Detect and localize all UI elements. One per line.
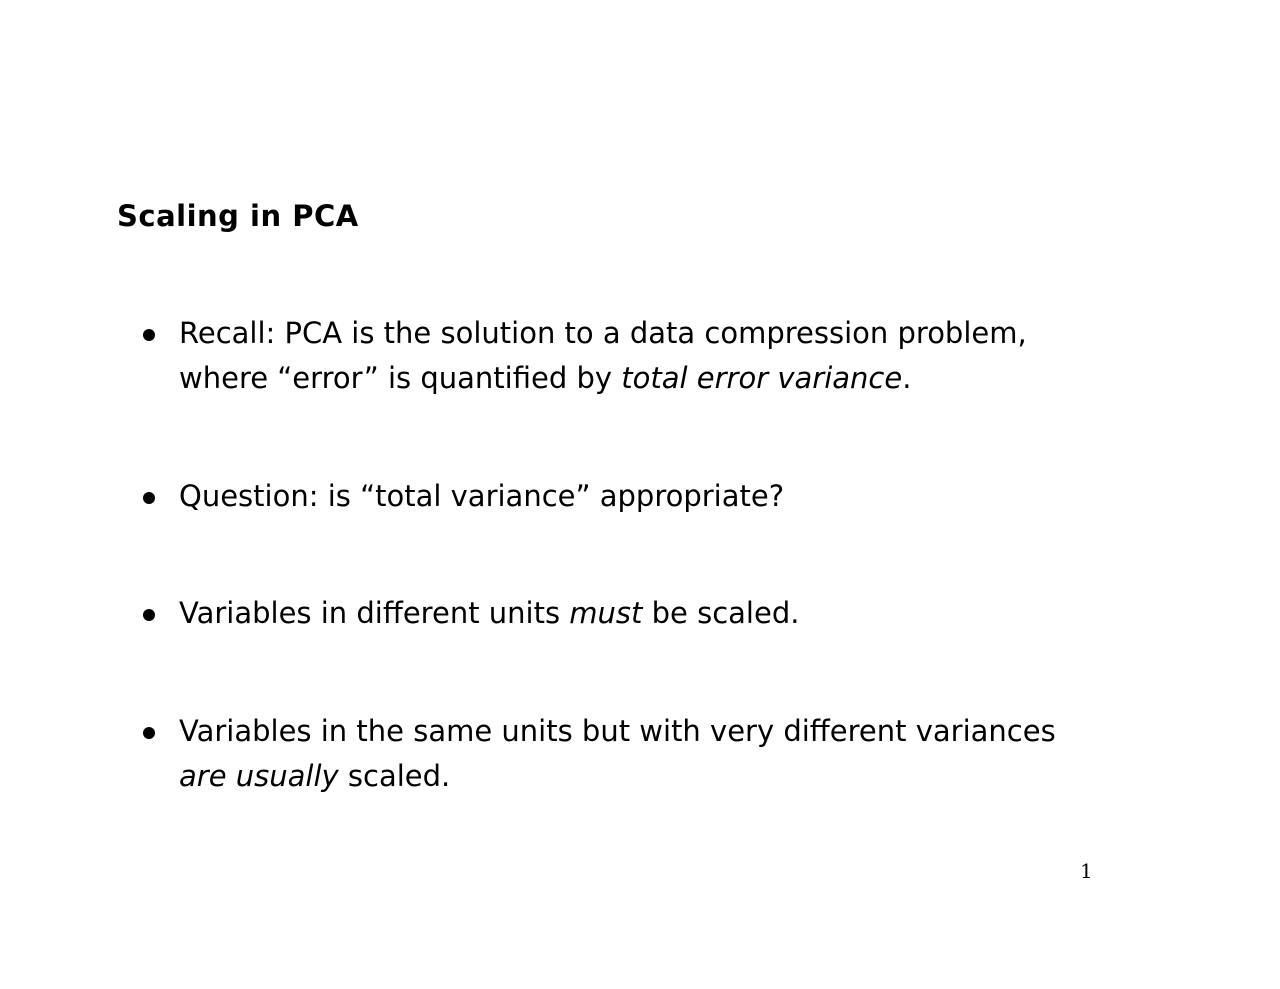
bullet-line (179, 356, 1027, 401)
bullet-line: Question: is “total variance” appropriate? (179, 479, 785, 513)
bullet-text-fragment: Variables in different units (179, 596, 570, 630)
bullet-dot-icon (143, 609, 155, 621)
bullet-text (179, 311, 1027, 401)
bullet-text (179, 709, 1056, 799)
emphasis-text: are usually (179, 759, 339, 793)
slide-title: Scaling in PCA (117, 199, 359, 233)
bullet-text-fragment: be scaled. (642, 596, 800, 630)
bullet-text-fragment: where “error” is quantified by (179, 361, 622, 395)
bullet-dot-icon (143, 329, 155, 341)
bullet-line (179, 591, 799, 636)
bullet-text (179, 591, 799, 636)
bullet-text-fragment: scaled. (338, 759, 451, 793)
bullet-line: Variables in the same units but with very different variances (179, 714, 1056, 748)
emphasis-text: must (569, 596, 643, 630)
page-number: 1 (1080, 859, 1093, 883)
bullet-text (179, 474, 784, 519)
bullet-dot-icon (143, 492, 155, 504)
emphasis-text: total error variance (621, 361, 903, 395)
bullet-line: Recall: PCA is the solution to a data compression problem, (179, 316, 1027, 350)
bullet-text-fragment: . (902, 361, 912, 395)
bullet-dot-icon (143, 727, 155, 739)
bullet-line (179, 754, 1056, 799)
